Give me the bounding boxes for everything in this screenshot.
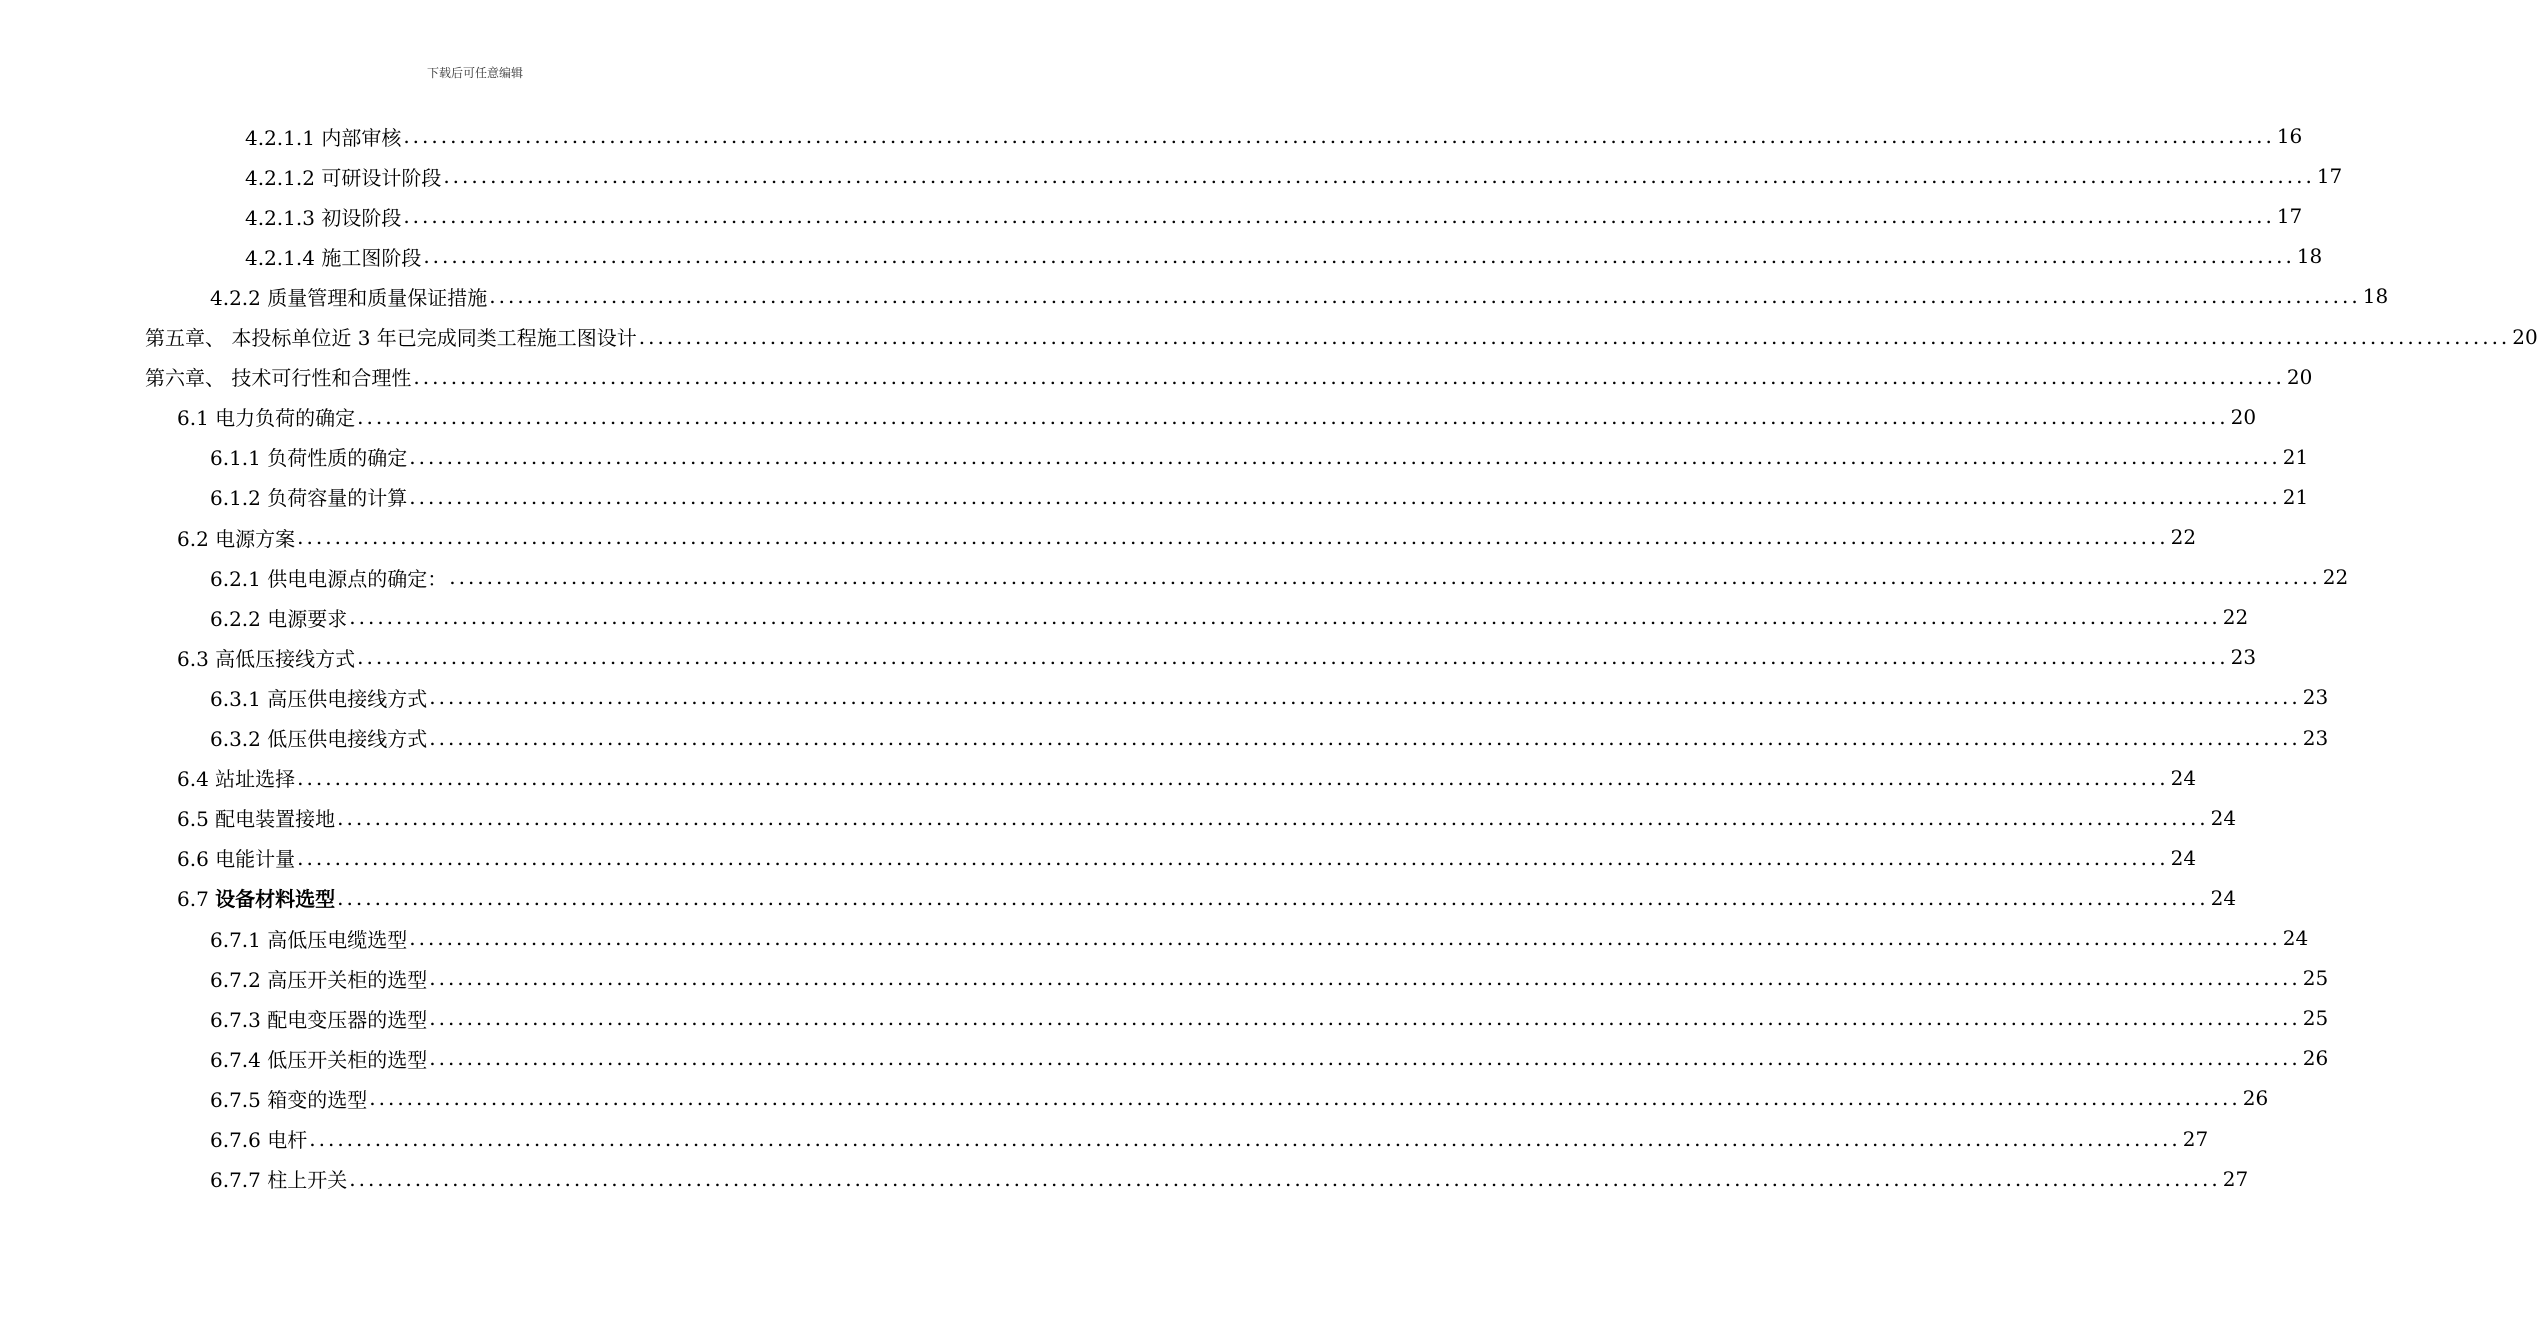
toc-entry[interactable] — [210, 998, 2329, 1038]
toc-entry-title: 6.7.5 箱变的选型 — [210, 1087, 368, 1112]
toc-dot-leader: ........................................................................................................................................................................................................ — [429, 1006, 2301, 1031]
toc-dot-leader: ........................................................................................................................................................................................................ — [449, 565, 2321, 590]
toc-dot-leader: ........................................................................................................................................................................................................ — [409, 484, 2281, 509]
toc-dot-leader: ........................................................................................................................................................................................................ — [638, 324, 2511, 349]
toc-entry-title: 6.1.1 负荷性质的确定 — [210, 446, 408, 471]
toc-entry-title: 6.7.4 低压开关柜的选型 — [210, 1047, 428, 1072]
toc-entry-title: 6.5 配电装置接地 — [177, 807, 336, 832]
toc-page-number: 20 — [2512, 324, 2538, 349]
toc-page-number: 21 — [2282, 484, 2309, 509]
toc-page-number: 24 — [2170, 765, 2197, 790]
toc-page-number: 25 — [2302, 966, 2329, 991]
toc-dot-leader: ........................................................................................................................................................................................................ — [297, 845, 2169, 870]
toc-entry-title: 6.7.7 柱上开关 — [210, 1168, 348, 1193]
toc-page-number: 25 — [2302, 1006, 2329, 1031]
toc-entry[interactable] — [210, 958, 2329, 998]
toc-page-number: 27 — [2222, 1166, 2249, 1191]
toc-dot-leader: ........................................................................................................................................................................................................ — [369, 1086, 2241, 1111]
toc-dot-leader: ........................................................................................................................................................................................................ — [337, 885, 2209, 910]
toc-page-number: 22 — [2170, 525, 2197, 549]
toc-page-number: 24 — [2210, 885, 2237, 910]
toc-entry-title: 4.2.1.4 施工图阶段 — [245, 245, 422, 270]
toc-dot-leader: ........................................................................................................................................................................................................ — [429, 685, 2301, 710]
toc-entry[interactable] — [245, 196, 2303, 236]
toc-entry-title: 6.4 站址选择 — [177, 767, 296, 792]
toc-entry[interactable] — [177, 758, 2197, 798]
toc-dot-leader: ........................................................................................................................................................................................................ — [337, 805, 2209, 830]
toc-entry-title: 6.1 电力负荷的确定 — [177, 406, 356, 431]
toc-entry-title: 6.2.2 电源要求 — [210, 606, 348, 631]
toc-dot-leader: ........................................................................................................................................................................................................ — [429, 725, 2301, 750]
toc-entry[interactable] — [177, 397, 2257, 437]
toc-entry-title: 6.7.3 配电变压器的选型 — [210, 1007, 428, 1032]
toc-entry-title: 4.2.1.1 内部审核 — [245, 125, 402, 150]
toc-entry[interactable] — [177, 878, 2237, 918]
toc-entry-title: 6.3 高低压接线方式 — [177, 646, 356, 671]
toc-dot-leader: ........................................................................................................................................................................................................ — [413, 364, 2285, 389]
toc-entry-title: 6.3.2 低压供电接线方式 — [210, 727, 428, 751]
toc-entry[interactable] — [245, 116, 2303, 156]
toc-entry[interactable] — [210, 276, 2389, 316]
toc-entry-title: 6.7.1 高低压电缆选型 — [210, 927, 408, 952]
toc-page-number: 26 — [2302, 1046, 2329, 1071]
toc-entry[interactable] — [210, 918, 2309, 958]
toc-entry-title: 6.2 电源方案 — [177, 526, 296, 551]
toc-entry[interactable] — [210, 557, 2349, 597]
toc-page-number: 26 — [2242, 1086, 2269, 1111]
toc-dot-leader: ........................................................................................................................................................................................................ — [409, 926, 2281, 950]
toc-page-number: 22 — [2222, 605, 2249, 630]
toc-dot-leader: ........................................................................................................................................................................................................ — [443, 164, 2315, 189]
toc-page-number: 22 — [2322, 565, 2349, 590]
toc-dot-leader: ........................................................................................................................................................................................................ — [309, 1126, 2181, 1151]
toc-dot-leader: ........................................................................................................................................................................................................ — [489, 284, 2361, 309]
toc-entry-title — [177, 883, 335, 912]
toc-entry[interactable] — [177, 838, 2197, 878]
toc-dot-leader: ........................................................................................................................................................................................................ — [423, 244, 2295, 269]
toc-page-number: 18 — [2296, 244, 2323, 269]
toc-entry[interactable] — [210, 1078, 2269, 1118]
toc-page-number: 17 — [2276, 204, 2303, 229]
toc-page-number: 23 — [2302, 725, 2329, 750]
toc-entry[interactable] — [210, 677, 2329, 717]
toc-entry-title: 6.2.1 供电电源点的确定： — [210, 566, 448, 591]
toc-dot-leader: ........................................................................................................................................................................................................ — [357, 645, 2229, 670]
toc-dot-leader: ........................................................................................................................................................................................................ — [297, 525, 2169, 549]
toc-entry-title: 4.2.1.2 可研设计阶段 — [245, 165, 442, 190]
toc-page-number: 27 — [2182, 1126, 2209, 1151]
toc-entry[interactable] — [210, 597, 2249, 637]
toc-dot-leader: ........................................................................................................................................................................................................ — [349, 605, 2221, 630]
toc-entry-title: 4.2.2 质量管理和质量保证措施 — [210, 285, 488, 310]
toc-dot-leader: ........................................................................................................................................................................................................ — [349, 1166, 2221, 1191]
toc-dot-leader: ........................................................................................................................................................................................................ — [429, 966, 2301, 991]
toc-entry[interactable] — [177, 637, 2257, 677]
toc-entry[interactable] — [145, 317, 2538, 357]
toc-entry[interactable] — [245, 156, 2343, 196]
toc-entry-title: 6.3.1 高压供电接线方式 — [210, 686, 428, 711]
toc-page-number: 23 — [2230, 645, 2257, 670]
toc-entry[interactable] — [177, 798, 2237, 838]
toc-entry-number: 6.7 — [177, 887, 216, 912]
toc-dot-leader: ........................................................................................................................................................................................................ — [409, 444, 2281, 469]
toc-dot-leader: ........................................................................................................................................................................................................ — [403, 124, 2275, 148]
toc-entry[interactable] — [210, 477, 2309, 517]
toc-page-number: 20 — [2230, 404, 2257, 429]
toc-page-number: 24 — [2210, 805, 2237, 830]
toc-entry[interactable] — [177, 517, 2197, 557]
toc-entry[interactable] — [210, 718, 2329, 758]
toc-page-number: 16 — [2276, 124, 2303, 148]
toc-entry-title: 4.2.1.3 初设阶段 — [245, 205, 402, 230]
toc-entry[interactable] — [210, 437, 2309, 477]
toc-dot-leader: ........................................................................................................................................................................................................ — [357, 404, 2229, 429]
toc-page-number: 23 — [2302, 685, 2329, 710]
toc-entry-title: 第六章、 技术可行性和合理性 — [145, 366, 412, 391]
toc-entry-title: 6.7.6 电杆 — [210, 1128, 308, 1152]
toc-page-number: 20 — [2286, 364, 2313, 389]
toc-entry-title: 第五章、 本投标单位近 3 年已完成同类工程施工图设计 — [145, 326, 637, 350]
toc-entry[interactable] — [210, 1159, 2249, 1199]
toc-dot-leader: ........................................................................................................................................................................................................ — [297, 765, 2169, 790]
toc-entry[interactable] — [210, 1119, 2209, 1159]
toc-entry-title: 6.6 电能计量 — [177, 847, 296, 872]
toc-entry-title: 6.1.2 负荷容量的计算 — [210, 486, 408, 511]
page-header: 下载后可任意编辑 — [426, 66, 523, 80]
toc-entry-heading: 设备材料选型 — [215, 887, 336, 912]
toc-dot-leader: ........................................................................................................................................................................................................ — [403, 204, 2275, 229]
toc-dot-leader: ........................................................................................................................................................................................................ — [429, 1046, 2301, 1071]
toc-page-number: 18 — [2362, 284, 2389, 309]
toc-entry[interactable] — [145, 357, 2313, 397]
toc-page-number: 17 — [2316, 164, 2343, 189]
toc-entry-title: 6.7.2 高压开关柜的选型 — [210, 967, 428, 992]
toc-page-number: 21 — [2282, 444, 2309, 469]
toc-entry[interactable] — [210, 1038, 2329, 1078]
toc-entry[interactable] — [245, 236, 2323, 276]
toc-page-number: 24 — [2282, 926, 2309, 950]
toc-page-number: 24 — [2170, 845, 2197, 870]
